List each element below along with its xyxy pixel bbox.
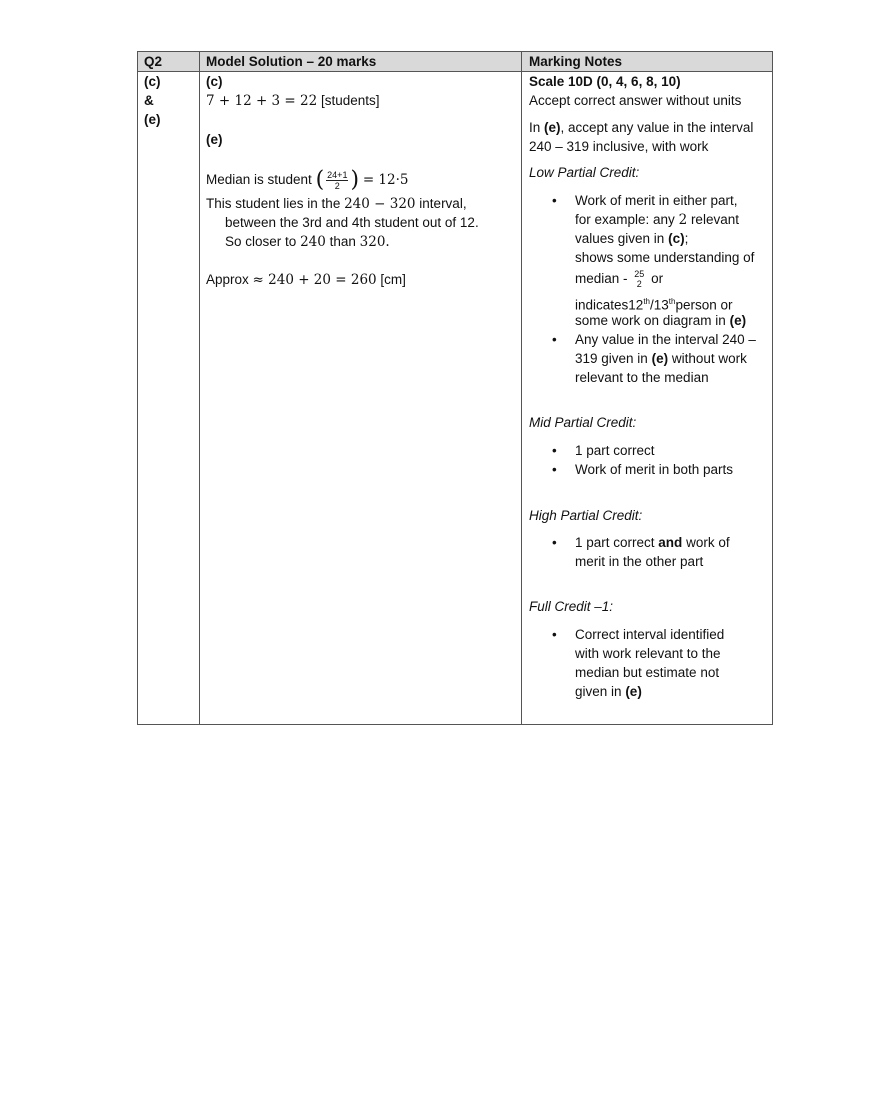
low-b1-l2-num: 2: [678, 212, 688, 228]
low-b1-l7: [575, 311, 746, 330]
lies-interval: 240 − 320: [344, 196, 416, 212]
part-e-ref: (e): [729, 313, 747, 328]
solution-c-label: (c): [206, 74, 223, 89]
median-dash-text: median -: [575, 271, 628, 286]
closer-than: than: [329, 234, 356, 249]
in-text: In: [529, 120, 541, 135]
header-marking-notes: Marking Notes: [529, 54, 623, 69]
bullet-icon: •: [552, 535, 557, 550]
fraction-denominator: 2: [636, 279, 642, 290]
low-b2-l2: [575, 349, 747, 368]
slash-13: /13: [649, 297, 669, 313]
low-b1-l1: Work of merit in either part,: [575, 193, 738, 208]
median-result: = 12·5: [362, 172, 409, 189]
without-work-text: without work: [671, 351, 747, 366]
bullet-icon: •: [552, 627, 557, 642]
low-b2-l1: Any value in the interval 240 –: [575, 332, 756, 347]
fraction-denominator: 2: [334, 181, 340, 191]
low-b2-l2-text: 319 given in: [575, 351, 648, 366]
scale-line: Scale 10D (0, 4, 6, 8, 10): [529, 74, 681, 89]
low-b1-l2-text: for example: any: [575, 212, 675, 227]
accept-interval-text: , accept any value in the interval: [560, 120, 754, 135]
low-b1-l2: [575, 210, 739, 230]
median-line: [206, 167, 409, 193]
full-b1-l3: median but estimate not: [575, 665, 720, 680]
low-b1-l4: shows some understanding of: [575, 250, 755, 265]
lies-text-end: interval,: [419, 196, 467, 211]
given-in-text: given in: [575, 684, 622, 699]
part-e-ref: (e): [651, 351, 669, 366]
one-part-correct: 1 part correct: [575, 535, 655, 550]
high-b1-l1: [575, 533, 730, 552]
median-fraction: [326, 170, 348, 191]
mid-partial-title: Mid Partial Credit:: [529, 415, 637, 430]
low-partial-title: Low Partial Credit:: [529, 165, 640, 180]
full-b1-l1: Correct interval identified: [575, 627, 725, 642]
in-e-line: [529, 118, 753, 137]
approx-text: Approx: [206, 272, 249, 287]
part-c-ref: (c): [668, 231, 685, 246]
solution-e-label: (e): [206, 132, 223, 147]
mid-b2: Work of merit in both parts: [575, 462, 734, 477]
mid-b1: 1 part correct: [575, 443, 655, 458]
semicolon: ;: [684, 231, 689, 246]
median-text: Median is student: [206, 172, 312, 188]
low-b1-l5: [575, 269, 663, 289]
high-b1-l2: merit in the other part: [575, 554, 704, 569]
full-credit-title: Full Credit –1:: [529, 599, 614, 614]
between-line: between the 3rd and 4th student out of 12.: [225, 215, 479, 230]
high-partial-title: High Partial Credit:: [529, 508, 643, 523]
column-divider: [521, 52, 522, 724]
closer-value-a: 240: [300, 234, 326, 250]
part-e-ref: (e): [544, 120, 561, 135]
sum-equation: 7 + 12 + 3 = 22: [206, 93, 318, 109]
header-model-solution: Model Solution – 20 marks: [206, 54, 377, 69]
fraction-numerator: 24+1: [327, 170, 348, 180]
interval-line: 240 – 319 inclusive, with work: [529, 139, 709, 154]
low-b1-l3: [575, 229, 688, 248]
bullet-icon: •: [552, 332, 557, 347]
part-e-ref: (e): [625, 684, 642, 699]
column-divider: [199, 52, 200, 724]
and-text: and: [658, 535, 683, 550]
bullet-icon: •: [552, 462, 557, 477]
students-unit: [students]: [320, 93, 380, 108]
closer-value-b: 320.: [359, 234, 390, 250]
approx-line: [206, 270, 406, 290]
fraction-numerator: 25: [634, 269, 645, 280]
bullet-icon: •: [552, 193, 557, 208]
bullet-icon: •: [552, 443, 557, 458]
diagram-text: some work on diagram in: [575, 313, 726, 328]
low-b1-l3-text: values given in: [575, 231, 665, 246]
person-or-text: person or: [675, 297, 733, 313]
or-text: or: [651, 271, 664, 286]
closer-text: So closer to: [225, 234, 297, 249]
question-part-e: (e): [144, 112, 161, 127]
low-b2-l3: relevant to the median: [575, 370, 709, 385]
lies-text: This student lies in the: [206, 196, 341, 211]
question-part-c: (c): [144, 74, 161, 89]
closer-line: [225, 232, 390, 252]
accept-line: Accept correct answer without units: [529, 93, 742, 108]
work-of-text: work of: [686, 535, 730, 550]
left-paren: (: [315, 167, 325, 193]
median-fraction-small: [633, 269, 645, 289]
solution-c-equation: [206, 91, 380, 111]
ordinal-sup: th: [668, 297, 676, 306]
full-b1-l2: with work relevant to the: [575, 646, 721, 661]
indicates-text: indicates12: [575, 297, 644, 313]
header-question: Q2: [144, 54, 163, 69]
right-paren: ): [350, 167, 360, 193]
full-b1-l4: [575, 682, 642, 701]
lies-line: [206, 194, 467, 214]
approx-equation: ≈ 240 + 20 = 260: [252, 272, 377, 288]
ordinal-sup: th: [643, 297, 650, 306]
approx-unit: [cm]: [380, 272, 406, 287]
low-b1-l2-end: relevant: [690, 212, 739, 227]
marking-scheme-table: [137, 51, 773, 725]
question-ampersand: &: [144, 93, 154, 108]
